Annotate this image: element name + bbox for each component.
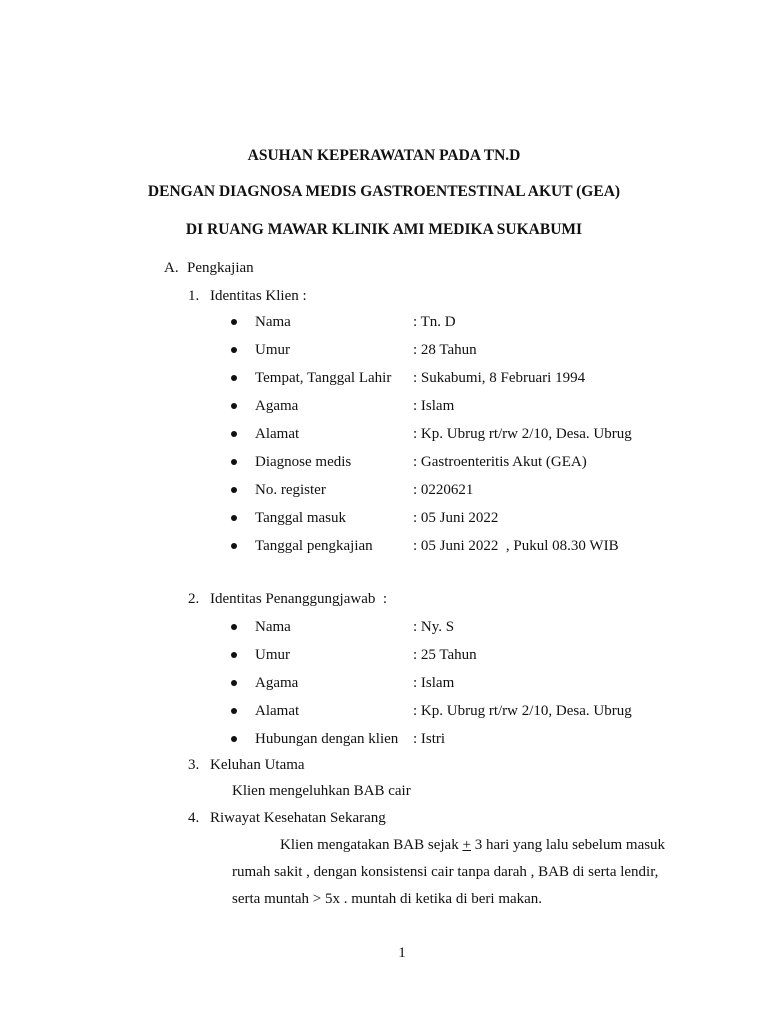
bullet-icon	[231, 515, 237, 521]
field-label: Agama	[255, 675, 299, 691]
bullet-icon	[231, 652, 237, 658]
field-value: : 05 Juni 2022 , Pukul 08.30 WIB	[413, 538, 619, 554]
field-value: : Islam	[413, 675, 455, 691]
riwayat-paragraph-line-3: serta muntah > 5x . muntah di ketika di beri makan.	[232, 891, 543, 907]
item-3-marker: 3.	[188, 757, 200, 773]
bullet-icon	[231, 736, 237, 742]
bullet-icon	[231, 375, 237, 381]
field-value: : Gastroenteritis Akut (GEA)	[413, 454, 587, 470]
page-number: 1	[398, 945, 406, 961]
field-value: : 0220621	[413, 482, 474, 498]
keluhan-utama-heading: Keluhan Utama	[210, 757, 305, 773]
item-2-marker: 2.	[188, 591, 200, 607]
field-value: : Islam	[413, 398, 455, 414]
field-label: Alamat	[255, 426, 300, 442]
riwayat-paragraph-line-2: rumah sakit , dengan konsistensi cair tanpa darah , BAB di serta lendir,	[232, 864, 659, 880]
riwayat-paragraph-line-1	[280, 836, 665, 854]
field-value: : Kp. Ubrug rt/rw 2/10, Desa. Ubrug	[413, 426, 632, 442]
riwayat-text-part: Klien mengatakan BAB sejak	[280, 837, 463, 853]
field-value: : Ny. S	[413, 619, 455, 635]
field-label: No. register	[255, 482, 326, 498]
identitas-penanggungjawab-heading: Identitas Penanggungjawab :	[210, 591, 388, 607]
field-label: Umur	[255, 342, 290, 358]
field-value: : 28 Tahun	[413, 342, 477, 358]
section-a-marker: A.	[164, 260, 179, 276]
bullet-icon	[231, 403, 237, 409]
field-label: Umur	[255, 647, 290, 663]
item-4-marker: 4.	[188, 810, 200, 826]
document-subtitle-diagnosis: DENGAN DIAGNOSA MEDIS GASTROENTESTINAL AKUT (GEA)	[147, 183, 621, 200]
bullet-icon	[231, 347, 237, 353]
bullet-icon	[231, 487, 237, 493]
field-value: : Sukabumi, 8 Februari 1994	[413, 370, 586, 386]
field-label: Nama	[255, 619, 291, 635]
identitas-klien-heading: Identitas Klien :	[210, 288, 307, 304]
bullet-icon	[231, 543, 237, 549]
field-value: : 25 Tahun	[413, 647, 477, 663]
field-label: Tanggal masuk	[255, 510, 347, 526]
bullet-icon	[231, 708, 237, 714]
field-value: : Kp. Ubrug rt/rw 2/10, Desa. Ubrug	[413, 703, 632, 719]
field-label: Tanggal pengkajian	[255, 538, 373, 554]
field-label: Diagnose medis	[255, 454, 352, 470]
section-a-heading: Pengkajian	[187, 260, 254, 276]
field-label: Alamat	[255, 703, 300, 719]
field-value: : Istri	[413, 731, 446, 747]
field-value: : Tn. D	[413, 314, 456, 330]
document-title: ASUHAN KEPERAWATAN PADA TN.D	[247, 147, 521, 164]
bullet-icon	[231, 459, 237, 465]
bullet-icon	[231, 624, 237, 630]
keluhan-utama-text: Klien mengeluhkan BAB cair	[232, 783, 411, 799]
field-value: : 05 Juni 2022	[413, 510, 499, 526]
document-subtitle-location: DI RUANG MAWAR KLINIK AMI MEDIKA SUKABUMI	[185, 221, 583, 238]
bullet-icon	[231, 319, 237, 325]
bullet-icon	[231, 431, 237, 437]
field-label: Hubungan dengan klien	[255, 731, 399, 747]
bullet-icon	[231, 680, 237, 686]
field-label: Nama	[255, 314, 291, 330]
plus-minus-symbol: +	[462, 837, 471, 853]
riwayat-heading: Riwayat Kesehatan Sekarang	[210, 810, 386, 826]
item-1-marker: 1.	[188, 288, 200, 304]
field-label: Tempat, Tanggal Lahir	[255, 370, 392, 386]
riwayat-text-part: 3 hari yang lalu sebelum masuk	[470, 837, 666, 853]
field-label: Agama	[255, 398, 299, 414]
